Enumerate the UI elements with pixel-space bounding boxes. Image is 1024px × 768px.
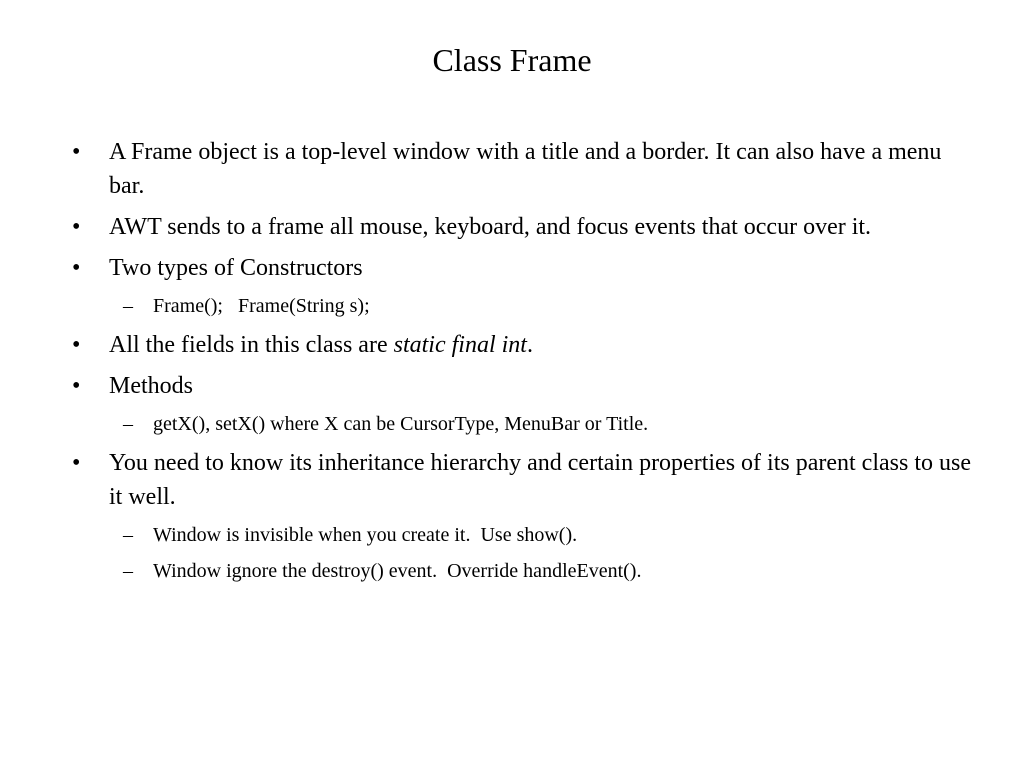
bullet-text [109, 332, 533, 358]
bullet-item [72, 135, 972, 203]
bullet-text-prefix: All the fields in this class are [109, 332, 394, 358]
sub-bullet-text: Window ignore the destroy() event. Override handleEvent(). [153, 560, 642, 582]
sub-bullet-text: Window is invisible when you create it. Use show(). [153, 524, 578, 546]
bullet-marker: • [72, 214, 81, 240]
bullet-text-italic: static final int [393, 332, 527, 358]
dash-marker: – [123, 524, 133, 546]
bullet-item [72, 328, 972, 362]
bullet-marker: • [72, 255, 81, 281]
dash-marker: – [123, 295, 133, 317]
bullet-marker: • [72, 139, 81, 165]
dash-marker: – [123, 560, 133, 582]
bullet-marker: • [72, 332, 81, 358]
slide-body [72, 135, 972, 593]
bullet-item [72, 369, 972, 403]
bullet-text: Two types of Constructors [109, 255, 363, 281]
sub-bullet-text: Frame(); Frame(String s); [153, 295, 370, 317]
sub-bullet-text: getX(), setX() where X can be CursorType, MenuBar or Title. [153, 413, 649, 435]
bullet-text: AWT sends to a frame all mouse, keyboard, and focus events that occur over it. [109, 214, 872, 240]
sub-bullet-item [72, 521, 972, 549]
sub-bullet-item [72, 292, 972, 320]
bullet-item [72, 251, 972, 285]
bullet-item [72, 446, 972, 514]
slide-title: Class Frame [432, 42, 592, 78]
bullet-marker: • [72, 450, 81, 476]
bullet-text-suffix: . [526, 332, 533, 358]
bullet-item [72, 210, 972, 244]
bullet-text: You need to know its inheritance hierarchy and certain properties of its parent class to use it well. [109, 450, 971, 510]
bullet-text: A Frame object is a top-level window with a title and a border. It can also have a menu bar. [109, 139, 942, 199]
bullet-marker: • [72, 373, 81, 399]
sub-bullet-item [72, 557, 972, 585]
dash-marker: – [123, 413, 133, 435]
sub-bullet-item [72, 410, 972, 438]
bullet-text: Methods [109, 373, 193, 399]
